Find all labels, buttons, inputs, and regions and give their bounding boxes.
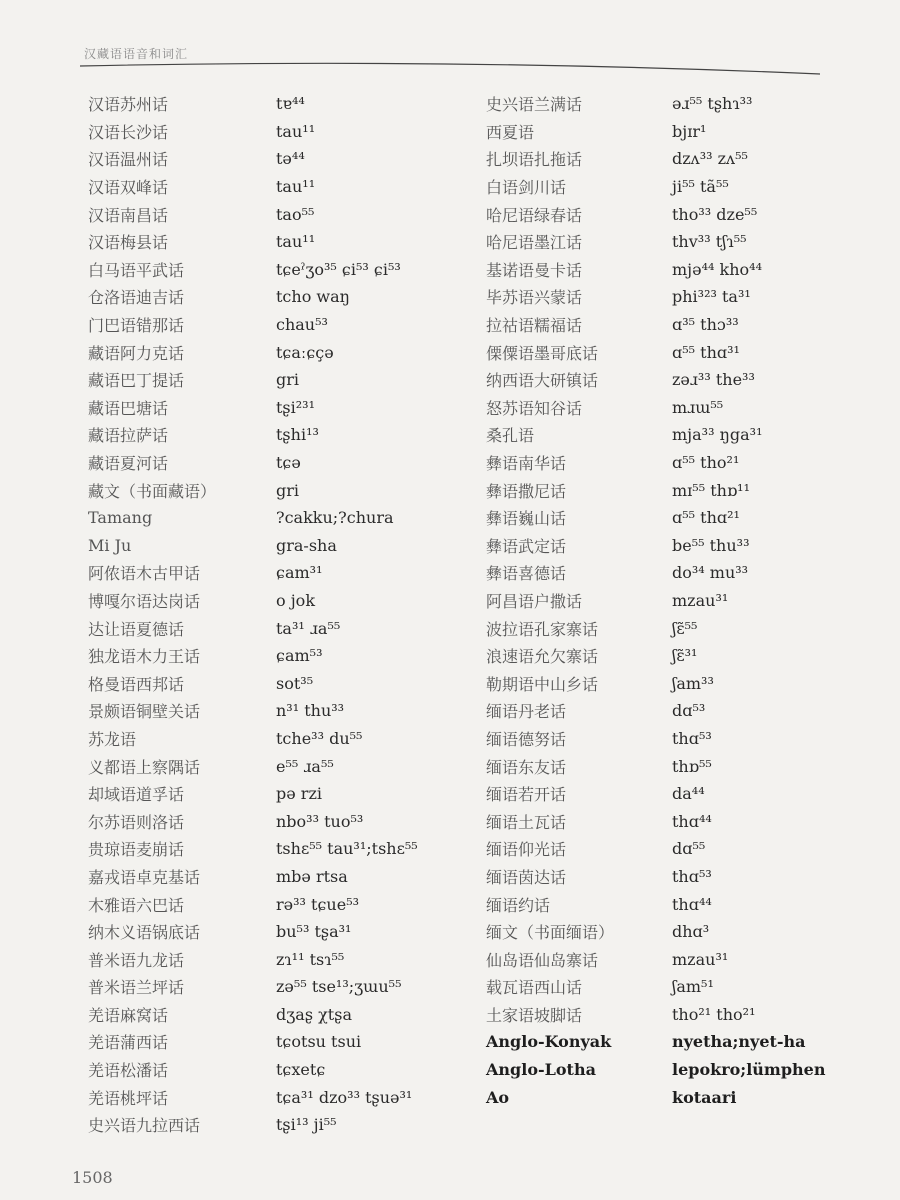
entry-row	[88, 1028, 488, 1056]
dialect-name: Mi Ju	[88, 535, 132, 555]
entry-row	[486, 118, 876, 146]
dialect-name: 缅文（书面缅语）	[486, 923, 615, 943]
entry-row	[88, 476, 488, 504]
entry-row	[486, 1083, 876, 1111]
dialect-name: 史兴语兰满话	[486, 95, 583, 115]
pronunciation: chau⁵³	[276, 315, 328, 335]
pronunciation: thɑ⁵³	[672, 866, 712, 886]
pronunciation: tcho waŋ	[276, 287, 350, 307]
entry-row	[486, 173, 876, 201]
dialect-name: 缅语丹老话	[486, 702, 567, 722]
pronunciation: mzau³¹	[672, 590, 729, 610]
pronunciation: be⁵⁵ thu³³	[672, 535, 750, 555]
entry-row	[486, 945, 876, 973]
pronunciation: tʂhi¹³	[276, 425, 319, 445]
left-column	[88, 90, 488, 1139]
dialect-name: 藏语阿力克话	[88, 343, 185, 363]
dialect-name: 苏龙语	[88, 729, 137, 749]
entry-row	[88, 725, 488, 753]
entry-row	[88, 532, 488, 560]
dialect-name: 藏语巴塘话	[88, 398, 169, 418]
entry-row	[486, 145, 876, 173]
pronunciation: tə⁴⁴	[276, 149, 305, 169]
dialect-name: 汉语苏州话	[88, 95, 169, 115]
pronunciation: dɑ⁵³	[672, 701, 706, 721]
pronunciation: mja³³ ŋga³¹	[672, 425, 763, 445]
pronunciation: tɐ⁴⁴	[276, 94, 305, 114]
pronunciation: zəɹ³³ the³³	[672, 370, 755, 390]
dialect-name: 纳西语大研镇话	[486, 371, 599, 391]
entry-row	[486, 559, 876, 587]
pronunciation: kotaari	[672, 1087, 737, 1107]
entry-row	[88, 780, 488, 808]
pronunciation: dhɑ³	[672, 922, 710, 942]
dialect-name: 缅语仰光话	[486, 840, 567, 860]
dialect-name: 仓洛语迪吉话	[88, 288, 185, 308]
entry-row	[88, 90, 488, 118]
dialect-name: 门巴语错那话	[88, 316, 185, 336]
entry-row	[486, 283, 876, 311]
dialect-name: 哈尼语绿春话	[486, 205, 583, 225]
entry-row	[486, 918, 876, 946]
dialect-name: 勒期语中山乡话	[486, 674, 599, 694]
pronunciation: thɑ⁵³	[672, 728, 712, 748]
entry-row	[88, 394, 488, 422]
entry-row	[486, 366, 876, 394]
dialect-name: Ao	[486, 1087, 510, 1107]
running-header: 汉藏语语音和词汇	[84, 47, 189, 61]
entry-row	[88, 669, 488, 697]
entry-row	[486, 256, 876, 284]
entry-row	[486, 532, 876, 560]
dialect-name: 缅语约话	[486, 895, 551, 915]
dialect-name: 缅语土瓦话	[486, 812, 567, 832]
dialect-name: 西夏语	[486, 122, 535, 142]
pronunciation: thɑ⁴⁴	[672, 811, 712, 831]
pronunciation: da⁴⁴	[672, 784, 705, 804]
pronunciation: zə⁵⁵ tse¹³;ʒɯu⁵⁵	[276, 977, 402, 997]
header-rule	[80, 56, 820, 86]
pronunciation: tɕeˀʒo³⁵ ɕi⁵³ ɕi⁵³	[276, 259, 401, 279]
dialect-name: 汉语温州话	[88, 150, 169, 170]
dialect-name: 景颇语铜壁关话	[88, 702, 201, 722]
pronunciation: tche³³ du⁵⁵	[276, 728, 363, 748]
entry-row	[486, 725, 876, 753]
pronunciation: tau¹¹	[276, 232, 316, 252]
dialect-name: Anglo-Lotha	[486, 1060, 596, 1080]
dialect-name: 土家语坡脚话	[486, 1005, 583, 1025]
entry-row	[88, 752, 488, 780]
pronunciation: tau¹¹	[276, 177, 316, 197]
entry-row	[486, 449, 876, 477]
pronunciation: ɑ⁵⁵ thɑ²¹	[672, 508, 740, 528]
entry-row	[486, 642, 876, 670]
entry-row	[88, 807, 488, 835]
entry-row	[88, 311, 488, 339]
dialect-name: 却域语道孚话	[88, 785, 185, 805]
dialect-name: 嘉戎语卓克基话	[88, 867, 201, 887]
entry-row	[486, 200, 876, 228]
dialect-name: 纳木义语锅底话	[88, 923, 201, 943]
dialect-name: 木雅语六巴话	[88, 895, 185, 915]
entry-row	[88, 1083, 488, 1111]
entry-row	[88, 863, 488, 891]
entry-row	[486, 614, 876, 642]
entry-row	[486, 697, 876, 725]
pronunciation: zɿ¹¹ tsɿ⁵⁵	[276, 949, 345, 969]
pronunciation: pə rzi	[276, 784, 322, 804]
pronunciation: tʂi²³¹	[276, 397, 315, 417]
dialect-name: 汉语梅县话	[88, 233, 169, 253]
dialect-name: 彝语喜德话	[486, 564, 567, 584]
entry-row	[486, 890, 876, 918]
pronunciation: tɕaːɕçə	[276, 342, 334, 362]
pronunciation: ɑ⁵⁵ tho²¹	[672, 453, 740, 473]
pronunciation: o jok	[276, 590, 316, 610]
entry-row	[88, 256, 488, 284]
pronunciation: ?cakku;?chura	[276, 508, 394, 528]
dialect-name: 浪速语允欠寨话	[486, 647, 599, 667]
entry-row	[88, 200, 488, 228]
pronunciation: bjɪr¹	[672, 121, 707, 141]
entry-row	[486, 863, 876, 891]
dialect-name: 仙岛语仙岛寨话	[486, 950, 599, 970]
pronunciation: gri	[276, 480, 300, 500]
entry-row	[486, 394, 876, 422]
entry-row	[88, 449, 488, 477]
entry-row	[486, 311, 876, 339]
pronunciation: tau¹¹	[276, 121, 316, 141]
pronunciation: dʒaʂ χtʂa	[276, 1004, 352, 1024]
pronunciation: tao⁵⁵	[276, 204, 315, 224]
entry-row	[88, 366, 488, 394]
pronunciation: mɹɯ⁵⁵	[672, 397, 724, 417]
entry-row	[486, 228, 876, 256]
entry-row	[486, 504, 876, 532]
dialect-name: 达让语夏德话	[88, 619, 185, 639]
dialect-name: 怒苏语知谷话	[486, 398, 583, 418]
dialect-name: 汉语南昌话	[88, 205, 169, 225]
dialect-name: 普米语九龙话	[88, 950, 185, 970]
dialect-name: 格曼语西邦话	[88, 674, 185, 694]
pronunciation: tshɛ⁵⁵ tau³¹;tshɛ⁵⁵	[276, 839, 418, 859]
pronunciation: gra-sha	[276, 535, 337, 555]
dialect-name: 藏语拉萨话	[88, 426, 169, 446]
entry-row	[486, 1028, 876, 1056]
pronunciation: dɑ⁵⁵	[672, 839, 706, 859]
dialect-name: 羌语桃坪话	[88, 1088, 169, 1108]
pronunciation: thv³³ tʃɿ⁵⁵	[672, 232, 747, 252]
pronunciation: tho²¹ tho²¹	[672, 1004, 756, 1024]
pronunciation: tʂi¹³ ji⁵⁵	[276, 1115, 337, 1135]
dialect-name: 基诺语曼卡话	[486, 260, 583, 280]
pronunciation: mzau³¹	[672, 949, 729, 969]
dialect-name: 白马语平武话	[88, 260, 185, 280]
dialect-name: 傈僳语墨哥底话	[486, 343, 599, 363]
pronunciation: rə³³ tɕue⁵³	[276, 894, 360, 914]
pronunciation: ɑ⁵⁵ thɑ³¹	[672, 342, 740, 362]
pronunciation: tɕə	[276, 453, 301, 473]
dialect-name: 藏语夏河话	[88, 454, 169, 474]
dialect-name: 汉语双峰话	[88, 178, 169, 198]
entry-row	[88, 642, 488, 670]
dialect-name: 彝语巍山话	[486, 509, 567, 529]
dialect-name: 史兴语九拉西话	[88, 1116, 201, 1136]
pronunciation: ʃam³³	[672, 673, 714, 693]
dialect-name: 汉语长沙话	[88, 122, 169, 142]
dialect-name: 白语剑川话	[486, 178, 567, 198]
entry-row	[486, 587, 876, 615]
dialect-name: 独龙语木力王话	[88, 647, 201, 667]
pronunciation: thɒ⁵⁵	[672, 756, 712, 776]
entry-row	[88, 559, 488, 587]
entry-row	[88, 697, 488, 725]
entry-row	[486, 1001, 876, 1029]
dialect-name: 羌语麻窝话	[88, 1005, 169, 1025]
pronunciation: dzʌ³³ zʌ⁵⁵	[672, 149, 748, 169]
entry-row	[88, 1001, 488, 1029]
dialect-name: 羌语松潘话	[88, 1061, 169, 1081]
entry-row	[88, 173, 488, 201]
entry-row	[88, 228, 488, 256]
pronunciation: ɕam⁵³	[276, 646, 323, 666]
entry-row	[88, 890, 488, 918]
entry-row	[88, 118, 488, 146]
entry-row	[486, 807, 876, 835]
pronunciation: mjə⁴⁴ kho⁴⁴	[672, 259, 762, 279]
dialect-name: Anglo-Konyak	[486, 1032, 612, 1052]
pronunciation: phi³²³ ta³¹	[672, 287, 751, 307]
dialect-name: 贵琼语麦崩话	[88, 840, 185, 860]
pronunciation: bu⁵³ tʂa³¹	[276, 922, 352, 942]
entry-row	[486, 1056, 876, 1084]
pronunciation: ʃɛ̃⁵⁵	[672, 618, 698, 638]
dialect-name: 尔苏语则洛话	[88, 812, 185, 832]
dialect-name: 彝语撒尼话	[486, 481, 567, 501]
pronunciation: nyetha;nyet-ha	[672, 1032, 806, 1052]
dialect-name: 义都语上察隅话	[88, 757, 201, 777]
entry-row	[88, 421, 488, 449]
dialect-name: 羌语蒲西话	[88, 1033, 169, 1053]
pronunciation: thɑ⁴⁴	[672, 894, 712, 914]
pronunciation: sot³⁵	[276, 673, 314, 693]
dialect-name: 缅语茵达话	[486, 867, 567, 887]
entry-row	[486, 752, 876, 780]
entry-row	[88, 283, 488, 311]
entry-row	[88, 1056, 488, 1084]
entry-row	[88, 973, 488, 1001]
dialect-name: 缅语若开话	[486, 785, 567, 805]
pronunciation: lepokro;lümphen	[672, 1060, 826, 1080]
pronunciation: e⁵⁵ ɹa⁵⁵	[276, 756, 334, 776]
page-number: 1508	[72, 1168, 113, 1187]
pronunciation: tɕotsu tsui	[276, 1032, 362, 1052]
right-column	[486, 90, 876, 1111]
entry-row	[88, 945, 488, 973]
pronunciation: ta³¹ ɹa⁵⁵	[276, 618, 341, 638]
pronunciation: ɕam³¹	[276, 563, 323, 583]
dialect-name: 载瓦语西山话	[486, 978, 583, 998]
pronunciation: nbo³³ tuo⁵³	[276, 811, 364, 831]
entry-row	[88, 835, 488, 863]
entry-row	[486, 835, 876, 863]
entry-row	[486, 476, 876, 504]
dialect-name: 普米语兰坪话	[88, 978, 185, 998]
entry-row	[88, 918, 488, 946]
dialect-name: 彝语武定话	[486, 536, 567, 556]
entry-row	[486, 338, 876, 366]
dialect-name: 藏文（书面藏语）	[88, 481, 217, 501]
entry-row	[88, 145, 488, 173]
entry-row	[88, 338, 488, 366]
pronunciation: tɕxetɕ	[276, 1060, 326, 1080]
dialect-name: 波拉语孔家寨话	[486, 619, 599, 639]
pronunciation: əɹ⁵⁵ tʂhɿ³³	[672, 94, 753, 114]
pronunciation: n³¹ thu³³	[276, 701, 345, 721]
pronunciation: mbə rtsa	[276, 866, 348, 886]
pronunciation: ji⁵⁵ tã⁵⁵	[672, 177, 729, 197]
entry-row	[486, 669, 876, 697]
dialect-name: 彝语南华话	[486, 454, 567, 474]
dialect-name: 毕苏语兴蒙话	[486, 288, 583, 308]
dialect-name: 桑孔语	[486, 426, 535, 446]
pronunciation: ʃɛ̃³¹	[672, 646, 698, 666]
dialect-name: 博嘎尔语达岗话	[88, 591, 201, 611]
pronunciation: tho³³ dze⁵⁵	[672, 204, 758, 224]
dialect-name: 拉祜语糯福话	[486, 316, 583, 336]
dialect-name: 藏语巴丁提话	[88, 371, 185, 391]
pronunciation: do³⁴ mu³³	[672, 563, 749, 583]
entry-row	[88, 504, 488, 532]
entry-row	[486, 90, 876, 118]
entry-row	[486, 780, 876, 808]
dialect-name: 哈尼语墨江话	[486, 233, 583, 253]
pronunciation: ɑ³⁵ thɔ³³	[672, 315, 739, 335]
entry-row	[486, 973, 876, 1001]
entry-row	[88, 614, 488, 642]
pronunciation: ʃam⁵¹	[672, 977, 714, 997]
pronunciation: gri	[276, 370, 300, 390]
entry-row	[88, 1111, 488, 1139]
dialect-name: 阿侬语木古甲话	[88, 564, 201, 584]
dialect-name: 缅语德努话	[486, 729, 567, 749]
dialect-name: 阿昌语户撒话	[486, 591, 583, 611]
entry-row	[486, 421, 876, 449]
entry-row	[88, 587, 488, 615]
dialect-name: 缅语东友话	[486, 757, 567, 777]
pronunciation: mɪ⁵⁵ thɒ¹¹	[672, 480, 751, 500]
dialect-name: 扎坝语扎拖话	[486, 150, 583, 170]
dialect-name: Tamang	[88, 508, 153, 528]
pronunciation: tɕa³¹ dzo³³ tʂuə³¹	[276, 1087, 413, 1107]
